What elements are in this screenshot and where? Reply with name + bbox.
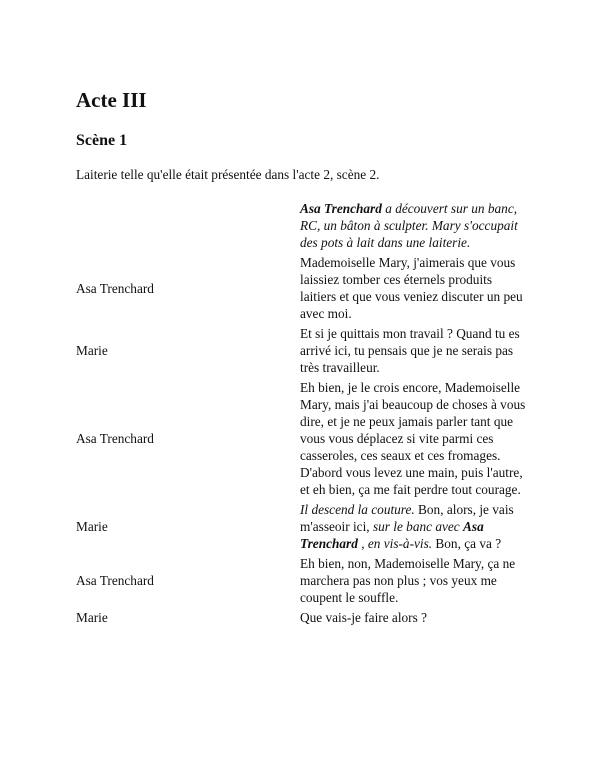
- script-row: [76, 200, 536, 251]
- dialogue-line: [300, 379, 526, 498]
- speaker-name: Asa Trenchard: [76, 573, 154, 588]
- script-table: [76, 200, 536, 629]
- dialogue-line: [300, 609, 526, 626]
- dialogue-text: Que vais-je faire alors ?: [300, 610, 427, 625]
- dialogue-line: [300, 254, 526, 322]
- scene-title: Scène 1: [76, 132, 128, 149]
- speaker-name: Marie: [76, 343, 108, 358]
- character-reference: Asa Trenchard: [300, 201, 382, 216]
- dialogue-text: Bon, ça va ?: [432, 536, 502, 551]
- script-row: [76, 325, 536, 376]
- dialogue-line: [300, 200, 526, 251]
- script-row: [76, 555, 536, 606]
- dialogue-line: [300, 501, 526, 552]
- script-row: [76, 379, 536, 498]
- speaker-name: Asa Trenchard: [76, 280, 154, 296]
- speaker-name: Marie: [76, 610, 108, 625]
- dialogue-line: [300, 325, 526, 376]
- script-row: [76, 501, 536, 552]
- dialogue-text: Mademoiselle Mary, j'aimerais que vous laissiez tomber ces éternels produits laitiers et que vous veniez discuter un peu avec moi.: [300, 255, 523, 321]
- script-row: [76, 609, 536, 626]
- dialogue-text: Eh bien, non, Mademoiselle Mary, ça ne marchera pas non plus ; vos yeux me coupent le souffle.: [300, 556, 516, 605]
- stage-direction: a découvert sur un banc, RC, un bâton à sculpter. Mary s'occupait des pots à lait dans une laiterie.: [300, 201, 518, 250]
- setting-description: Laiterie telle qu'elle était présentée dans l'acte 2, scène 2.: [76, 167, 380, 182]
- stage-direction: , en vis-à-vis.: [357, 536, 433, 551]
- character-reference: Asa Trenchard: [300, 519, 484, 551]
- speaker-name: Asa Trenchard: [76, 431, 154, 446]
- dialogue-line: [300, 555, 526, 606]
- speaker-name: Marie: [76, 519, 108, 534]
- dialogue-text: Bon, alors, je vais m'asseoir ici,: [300, 502, 514, 534]
- act-title: Acte III: [76, 88, 147, 112]
- dialogue-text: Et si je quittais mon travail ? Quand tu es arrivé ici, tu pensais que je ne serais pas très travailleur.: [300, 326, 520, 375]
- dialogue-text: Eh bien, je le crois encore, Mademoiselle Mary, mais j'ai beaucoup de choses à vous dire, et je ne peux jamais parler tant que vous vous déplacez si vite parmi ces casseroles, ces seaux et ces fromages. D'abord vous levez une main, puis l'autre, et eh bien, ça me fait perdre tout courage.: [300, 380, 526, 497]
- stage-direction: Il descend la couture.: [300, 502, 415, 517]
- stage-direction: sur le banc avec: [372, 519, 464, 534]
- script-row: [76, 254, 536, 322]
